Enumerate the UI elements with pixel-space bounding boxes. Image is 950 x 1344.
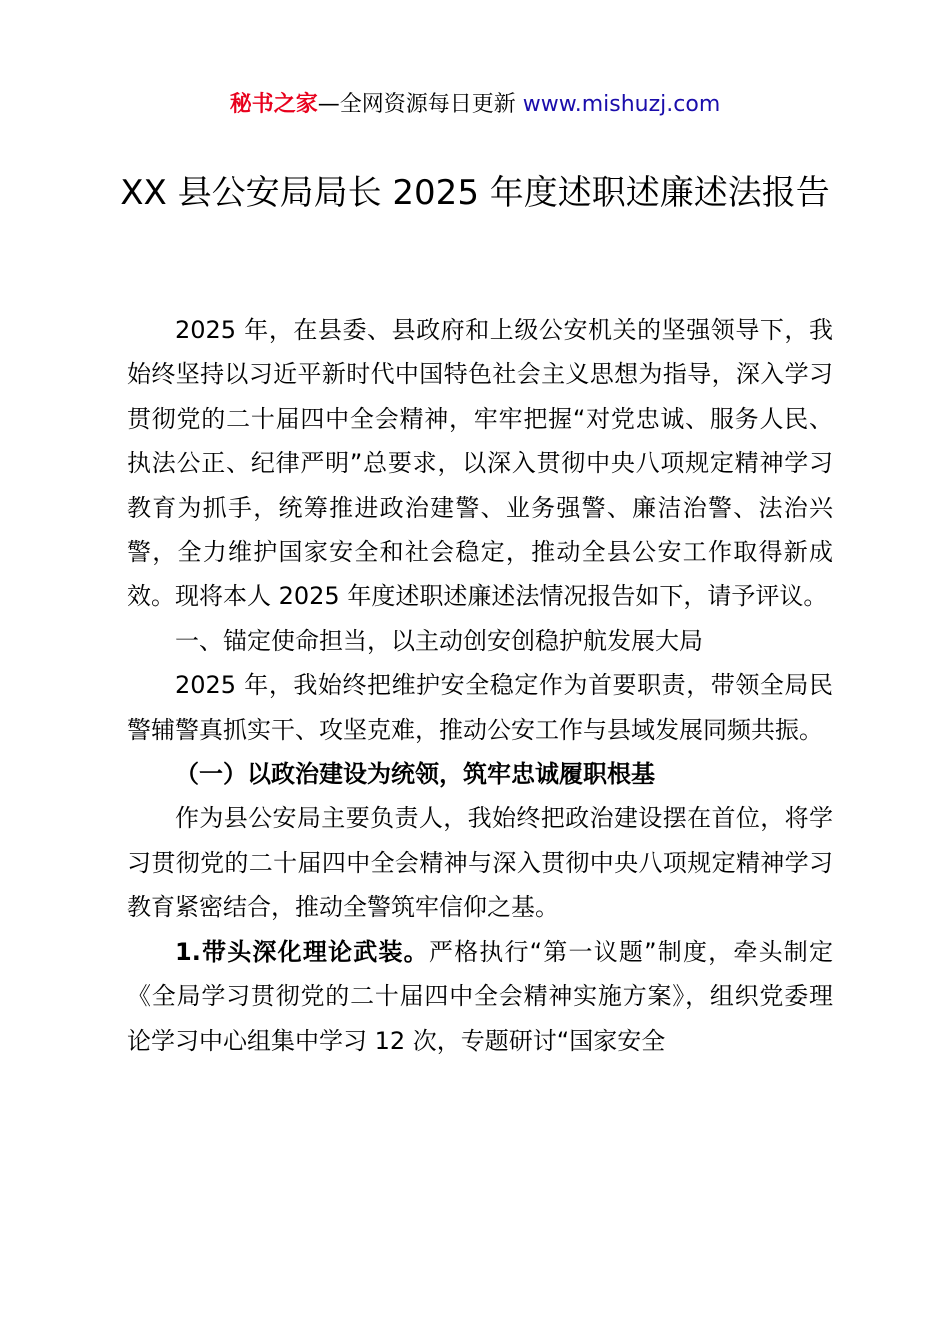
section-1-paragraph: 2025 年，我始终把维护安全稳定作为首要职责，带领全局民警辅警真抓实干、攻坚克难，推动公安工作与县域发展同频共振。 [127, 671, 833, 744]
document-body [127, 308, 833, 1063]
brand-name: 秘书之家 [229, 92, 318, 117]
site-header [0, 88, 950, 122]
header-tagline: —全网资源每日更新 [317, 92, 523, 117]
site-url-link[interactable]: www.mishuzj.com [522, 92, 721, 117]
section-1-heading: 一、锚定使命担当，以主动创安创稳护航发展大局 [175, 626, 703, 655]
subsection-1-heading: （一）以政治建设为统领，筑牢忠诚履职根基 [175, 760, 655, 789]
document-title: XX 县公安局局长 2025 年度述职述廉述法报告 [120, 173, 830, 213]
intro-paragraph: 2025 年，在县委、县政府和上级公安机关的坚强领导下，我始终坚持以习近平新时代中国特色社会主义思想为指导，深入学习贯彻党的二十届四中全会精神，牢牢把握“对党忠诚、服务人民、执法公正、纪律严明”总要求，以深入贯彻中央八项规定精神学习教育为抓手，统筹推进政治建警、业务强警、廉洁治警、法治兴警，全力维护国家安全和社会稳定，推动全县公安工作取得新成效。现将本人 2025 年度述职述廉述法情况报告如下，请予评议。 [127, 316, 833, 611]
item-1-lead: 1.带头深化理论武装。 [175, 937, 429, 966]
subsection-1-paragraph: 作为县公安局主要负责人，我始终把政治建设摆在首位，将学习贯彻党的二十届四中全会精神与深入贯彻中央八项规定精神学习教育紧密结合，推动全警筑牢信仰之基。 [127, 804, 833, 922]
item-1-text: 严格执行“第一议题”制度，牵头制定《全局学习贯彻党的二十届四中全会精神实施方案》，组织党委理论学习中心组集中学习 12 次，专题研讨“国家安全 [127, 937, 833, 1055]
item-1-paragraph [127, 930, 833, 1063]
